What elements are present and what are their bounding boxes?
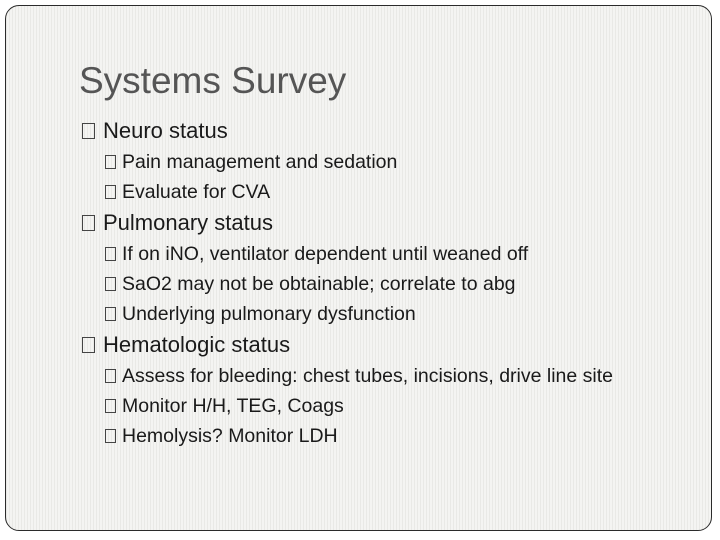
bullet-item [105, 269, 642, 299]
bullet-item-text: Assess for bleeding: chest tubes, incisions, drive line site [122, 365, 613, 387]
bullet-item-text: If on iNO, ventilator dependent until weaned off [122, 243, 529, 265]
bullet-item-text: SaO2 may not be obtainable; correlate to abg [122, 273, 516, 295]
section-heading-pulmonary [82, 207, 662, 239]
section-heading-neuro [82, 115, 662, 147]
box-bullet-icon [82, 123, 95, 139]
bullet-item [105, 421, 642, 451]
box-bullet-icon [105, 155, 116, 169]
box-bullet-icon [105, 429, 116, 443]
bullet-item [105, 299, 642, 329]
box-bullet-icon [105, 307, 116, 321]
box-bullet-icon [105, 277, 116, 291]
box-bullet-icon [105, 399, 116, 413]
slide-title: Systems Survey [79, 60, 347, 101]
section-heading-text: Pulmonary status [103, 210, 273, 235]
section-heading-hematologic [82, 329, 662, 361]
bullet-item [105, 177, 642, 207]
bullet-item-text: Monitor H/H, TEG, Coags [122, 395, 344, 417]
box-bullet-icon [82, 215, 95, 231]
section-heading-text: Neuro status [103, 118, 228, 143]
bullet-item-text: Underlying pulmonary dysfunction [122, 303, 416, 325]
box-bullet-icon [105, 369, 116, 383]
box-bullet-icon [105, 185, 116, 199]
bullet-item [105, 147, 642, 177]
bullet-item [105, 361, 642, 391]
box-bullet-icon [82, 337, 95, 353]
section-heading-text: Hematologic status [103, 332, 291, 357]
bullet-item-text: Pain management and sedation [122, 151, 398, 173]
bullet-item-text: Hemolysis? Monitor LDH [122, 425, 338, 447]
bullet-item [105, 391, 642, 421]
slide-content [82, 115, 662, 451]
bullet-item [105, 239, 642, 269]
box-bullet-icon [105, 247, 116, 261]
bullet-item-text: Evaluate for CVA [122, 181, 271, 203]
